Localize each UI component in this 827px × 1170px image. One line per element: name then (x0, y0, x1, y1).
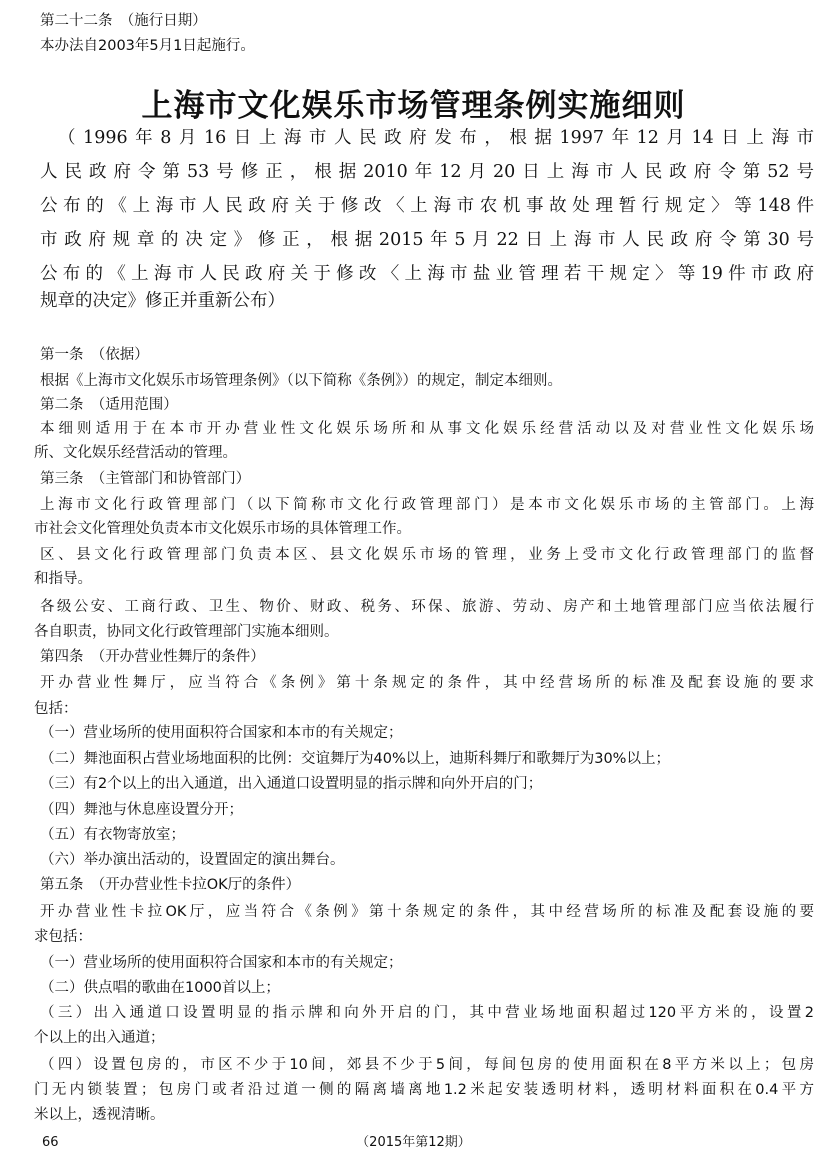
body-line: 门无内锁装置；包房门或者沿过道一侧的隔离墙离地1.2米起安装透明材料，透明材料面积在0.4平方 (34, 1082, 814, 1098)
body-line: 上海市文化行政管理部门（以下简称市文化行政管理部门）是本市文化娱乐市场的主管部门。上海 (40, 497, 814, 513)
body-line: 各自职责，协同文化行政管理部门实施本细则。 (34, 624, 339, 640)
article-heading: 第三条 （主管部门和协管部门） (40, 471, 251, 487)
body-line: 开办营业性卡拉OK厅，应当符合《条例》第十条规定的条件，其中经营场所的标准及配套设施的要 (40, 904, 814, 920)
list-item: （三）出入通道口设置明显的指示牌和向外开启的门，其中营业场地面积超过120平方米的，设置2 (40, 1005, 814, 1021)
page-number: 66 (42, 1135, 59, 1150)
list-item: （六）举办演出活动的，设置固定的演出舞台。 (40, 852, 345, 868)
body-line: 区、县文化行政管理部门负责本区、县文化娱乐市场的管理，业务上受市文化行政管理部门的监督 (40, 547, 814, 563)
preamble-line: 人民政府令第53号修正，根据2010年12月20日上海市人民政府令第52号 (40, 162, 814, 182)
document-title: 上海市文化娱乐市场管理条例实施细则 (141, 88, 686, 124)
list-item: （三）有2个以上的出入通道，出入通道口设置明显的指示牌和向外开启的门； (40, 776, 543, 792)
list-item: （四）设置包房的，市区不少于10间，郊县不少于5间，每间包房的使用面积在8平方米以上；包房 (40, 1057, 814, 1073)
body-line: 包括： (34, 701, 78, 717)
list-item: （二）舞池面积占营业场地面积的比例：交谊舞厅为40%以上，迪斯科舞厅和歌舞厅为30%以上； (40, 751, 670, 767)
list-item: （四）舞池与休息座设置分开； (40, 802, 243, 818)
preamble-line: 市政府规章的决定》修正，根据2015年5月22日上海市人民政府令第30号 (40, 230, 814, 250)
body-line: 开办营业性舞厅，应当符合《条例》第十条规定的条件，其中经营场所的标准及配套设施的要求 (40, 675, 814, 691)
preamble-line: （1996年8月16日上海市人民政府发布，根据1997年12月14日上海市 (58, 128, 814, 148)
article-22-heading: 第二十二条 （施行日期） (40, 13, 207, 29)
article-heading: 第四条 （开办营业性舞厅的条件） (40, 649, 265, 665)
preamble-line: 规章的决定》修正并重新公布） (40, 291, 285, 311)
article-heading: 第二条 （适用范围） (40, 397, 178, 413)
body-line: 和指导。 (34, 571, 92, 587)
list-item: （一）营业场所的使用面积符合国家和本市的有关规定； (40, 955, 403, 971)
body-line: 所、文化娱乐经营活动的管理。 (34, 445, 237, 461)
article-heading: 第五条 （开办营业性卡拉OK厅的条件） (40, 877, 301, 893)
list-item: （五）有衣物寄放室； (40, 827, 185, 843)
article-heading: 第一条 （依据） (40, 347, 149, 363)
body-line: 求包括： (34, 929, 92, 945)
preamble-line: 公布的《上海市人民政府关于修改〈上海市农机事故处理暂行规定〉等148件 (40, 196, 814, 216)
preamble-line: 公布的《上海市人民政府关于修改〈上海市盐业管理若干规定〉等19件市政府 (40, 264, 814, 284)
body-line: 市社会文化管理处负责本市文化娱乐市场的具体管理工作。 (34, 521, 411, 537)
list-item: （一）营业场所的使用面积符合国家和本市的有关规定； (40, 725, 403, 741)
body-line: 根据《上海市文化娱乐市场管理条例》（以下简称《条例》）的规定，制定本细则。 (40, 373, 562, 389)
body-line: 个以上的出入通道； (34, 1030, 165, 1046)
article-22-body: 本办法自2003年5月1日起施行。 (40, 38, 255, 54)
body-line: 米以上，透视清晰。 (34, 1107, 165, 1123)
list-item: （二）供点唱的歌曲在1000首以上； (40, 980, 280, 996)
body-line: 各级公安、工商行政、卫生、物价、财政、税务、环保、旅游、劳动、房产和土地管理部门应当依法履行 (40, 599, 814, 615)
issue-label: （2015年第12期） (356, 1135, 471, 1150)
body-line: 本细则适用于在本市开办营业性文化娱乐场所和从事文化娱乐经营活动以及对营业性文化娱乐场 (40, 421, 814, 437)
